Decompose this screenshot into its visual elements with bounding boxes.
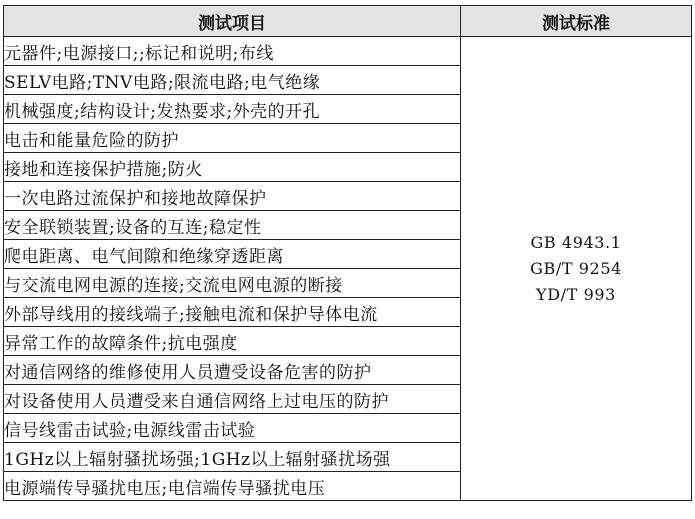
test-item-cell: 与交流电网电源的连接;交流电网电源的断接: [4, 269, 461, 298]
test-item-cell: 元器件;电源接口;;标记和说明;布线: [4, 37, 461, 66]
test-item-cell: 对设备使用人员遭受来自通信网络上过电压的防护: [4, 385, 461, 414]
test-standards-table: [3, 5, 692, 501]
test-item-cell: 机械强度;结构设计;发热要求;外壳的开孔: [4, 95, 461, 124]
test-item-cell: 爬电距离、电气间隙和绝缘穿透距离: [4, 240, 461, 269]
table-row: [4, 37, 692, 66]
standard-line: GB 4943.1: [530, 232, 622, 252]
test-item-cell: 电源端传导骚扰电压;电信端传导骚扰电压: [4, 472, 461, 501]
test-item-cell: 信号线雷击试验;电源线雷击试验: [4, 414, 461, 443]
test-item-cell: SELV电路;TNV电路;限流电路;电气绝缘: [4, 66, 461, 95]
test-item-cell: 电击和能量危险的防护: [4, 124, 461, 153]
standard-line: YD/T 993: [536, 284, 616, 304]
test-item-cell: 安全联锁装置;设备的互连;稳定性: [4, 211, 461, 240]
test-item-cell: 异常工作的故障条件;抗电强度: [4, 327, 461, 356]
header-test-item: 测试项目: [4, 6, 461, 37]
table-header-row: [4, 6, 692, 37]
test-standard-cell: [461, 37, 692, 501]
standard-line: GB/T 9254: [530, 258, 622, 278]
test-item-cell: 1GHz以上辐射骚扰场强;1GHz以上辐射骚扰场强: [4, 443, 461, 472]
test-item-cell: 一次电路过流保护和接地故障保护: [4, 182, 461, 211]
test-item-cell: 接地和连接保护措施;防火: [4, 153, 461, 182]
test-item-cell: 对通信网络的维修使用人员遭受设备危害的防护: [4, 356, 461, 385]
test-item-cell: 外部导线用的接线端子;接触电流和保护导体电流: [4, 298, 461, 327]
header-test-standard: 测试标准: [461, 6, 692, 37]
